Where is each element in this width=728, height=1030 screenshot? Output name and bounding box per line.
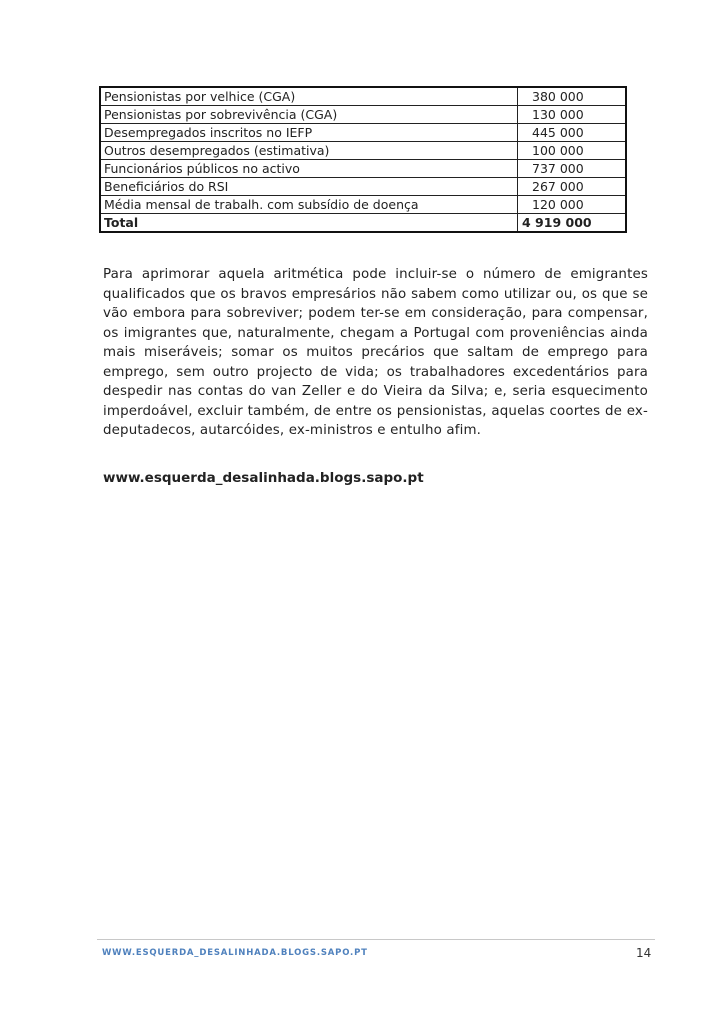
footer-site: WWW.ESQUERDA_DESALINHADA.BLOGS.SAPO.PT	[102, 948, 368, 958]
row-label: Beneficiários do RSI	[100, 178, 518, 196]
row-value: 120 000	[518, 196, 627, 214]
blog-link[interactable]: www.esquerda_desalinhada.blogs.sapo.pt	[103, 470, 424, 486]
row-label: Pensionistas por velhice (CGA)	[100, 87, 518, 106]
row-label: Desempregados inscritos no IEFP	[100, 124, 518, 142]
footer-divider	[97, 939, 655, 940]
table-row	[100, 142, 626, 160]
table-row	[100, 196, 626, 214]
row-value: 130 000	[518, 106, 627, 124]
table-row	[100, 124, 626, 142]
table-row	[100, 106, 626, 124]
body-paragraph: Para aprimorar aquela aritmética pode incluir-se o número de emigrantes qualificados que os bravos empresários não sabem como utilizar ou, os que se vão embora para sobreviver; podem ter-se em consideração, para compensar, os imigrantes que, naturalmente, chegam a Portugal com proveniências ainda mais miseráveis; somar os muitos precários que saltam de emprego para emprego, sem outro projecto de vida; os trabalhadores excedentários para despedir nas contas do van Zeller e do Vieira da Silva; e, seria esquecimento imperdoável, excluir também, de entre os pensionistas, aquelas coortes de ex-deputadecos, autarcóides, ex-ministros e entulho afim.	[103, 267, 648, 439]
row-label: Funcionários públicos no activo	[100, 160, 518, 178]
table-row	[100, 178, 626, 196]
row-value: 267 000	[518, 178, 627, 196]
row-label: Outros desempregados (estimativa)	[100, 142, 518, 160]
row-label: Média mensal de trabalh. com subsídio de doença	[100, 196, 518, 214]
row-value: 100 000	[518, 142, 627, 160]
row-value: 380 000	[518, 87, 627, 106]
page-number: 14	[636, 946, 652, 960]
row-value: 737 000	[518, 160, 627, 178]
row-label: Pensionistas por sobrevivência (CGA)	[100, 106, 518, 124]
table-row	[100, 160, 626, 178]
total-value: 4 919 000	[518, 214, 627, 233]
total-label: Total	[100, 214, 518, 233]
table-row	[100, 87, 626, 106]
table-total-row	[100, 214, 626, 233]
statistics-table	[99, 86, 627, 233]
row-value: 445 000	[518, 124, 627, 142]
